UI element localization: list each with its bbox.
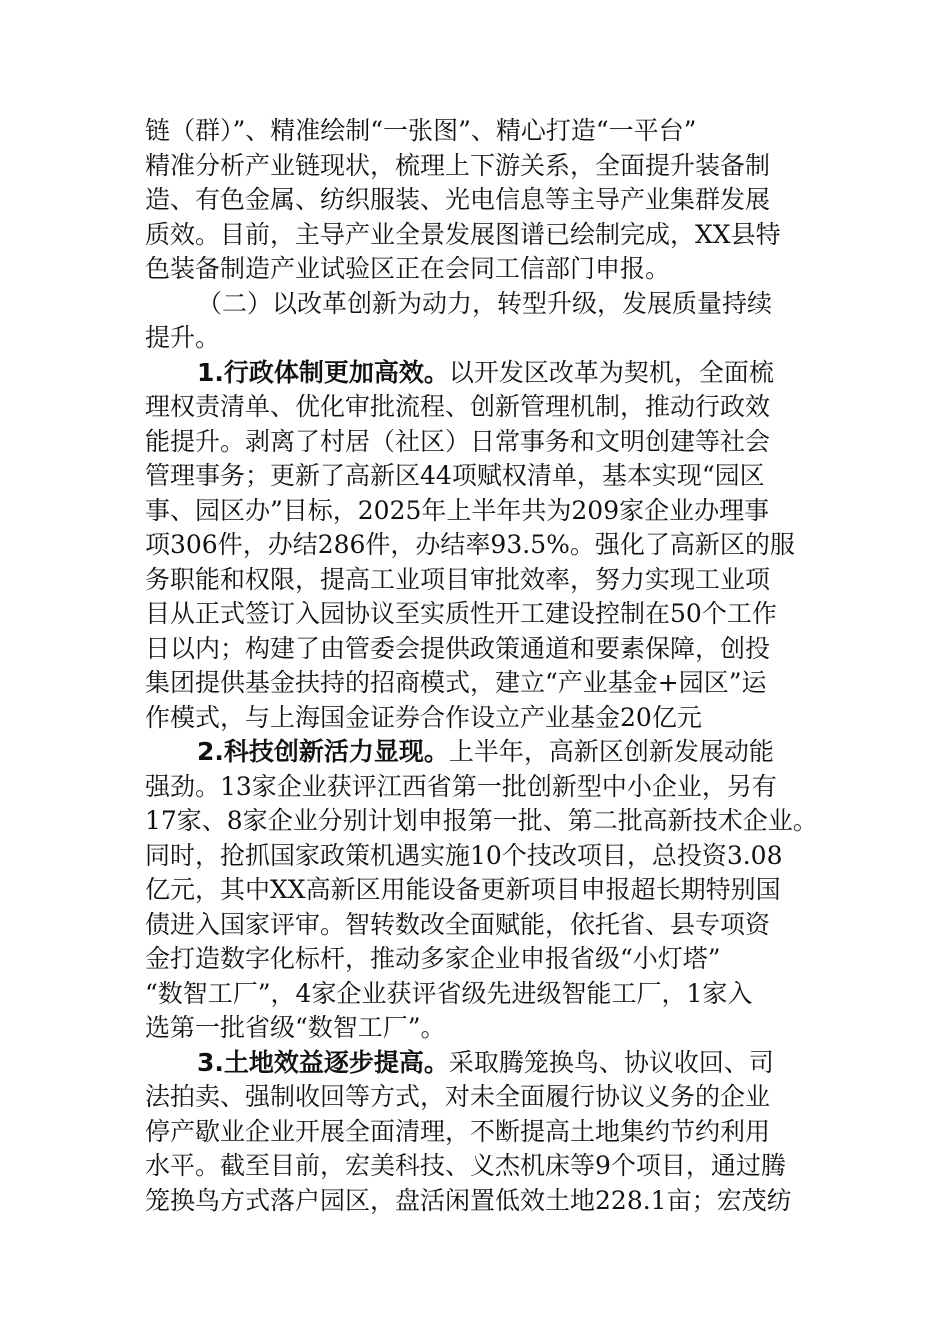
text-line: 管理事务；更新了高新区44项赋权清单，基本实现“园区 [145,461,765,490]
paragraph-land-efficiency [145,1046,815,1219]
text-line: 水平。截至目前，宏美科技、义杰机床等9个项目，通过腾 [145,1151,786,1180]
text-line: 亿元，其中XX高新区用能设备更新项目申报超长期特别国 [145,875,781,904]
text-line: 造、有色金属、纺织服装、光电信息等主导产业集群发展 [145,185,771,214]
text-line: 法拍卖、强制收回等方式，对未全面履行协议义务的企业 [145,1082,771,1111]
text-line: 目从正式签订入园协议至实质性开工建设控制在50个工作 [145,599,777,628]
text-line: 强劲。13家企业获评江西省第一批创新型中小企业，另有 [145,771,777,801]
text-line: 停产歇业企业开展全面清理，不断提高土地集约节约利用 [145,1116,771,1146]
text-line: 精准分析产业链现状，梳理上下游关系，全面提升装备制 [145,150,771,180]
text-line: 事、园区办”目标，2025年上半年共为209家企业办理事 [145,495,770,525]
text-line: 色装备制造产业试验区正在会同工信部门申报。 [145,254,671,283]
subheading-tech-innovation: 2.科技创新活力显现。 [197,737,449,766]
text-line [145,356,815,391]
text-line: 务职能和权限，提高工业项目审批效率，努力实现工业项 [145,564,771,594]
text-line: 质效。目前，主导产业全景发展图谱已绘制完成，XX县特 [145,219,781,249]
paragraph-tech-innovation [145,735,818,1046]
text-segment: 以开发区改革为契机，全面梳 [448,357,774,387]
text-line: 理权责清单、优化审批流程、创新管理机制，推动行政效 [145,392,771,421]
text-line: 能提升。剥离了村居（社区）日常事务和文明创建等社会 [145,426,771,456]
text-line: 笼换鸟方式落户园区，盘活闲置低效土地228.1亩；宏茂纺 [145,1185,792,1215]
text-line [145,1046,815,1081]
text-line: 链（群）”、精准绘制“一张图”、精心打造“一平台” [145,116,697,145]
text-line: 债进入国家评审。智转数改全面赋能，依托省、县专项资 [145,909,771,939]
text-line: 提升。 [145,323,221,352]
text-line: 17家、8家企业分别计划申报第一批、第二批高新技术企业。 [145,806,818,835]
text-line [145,735,815,770]
section-heading-reform [145,287,815,356]
text-line: “数智工厂”，4家企业获评省级先进级智能工厂，1家入 [145,978,753,1008]
subheading-land-efficiency: 3.土地效益逐步提高。 [197,1047,449,1077]
paragraph-administrative-system [145,356,815,736]
text-line: 项306件，办结286件，办结率93.5%。强化了高新区的服 [145,530,795,559]
text-line: 金打造数字化标杆，推动多家企业申报省级“小灯塔” [145,944,721,973]
text-segment: 采取腾笼换鸟、协议收回、司 [448,1047,774,1077]
document-body [145,114,818,1218]
subheading-administrative: 1.行政体制更加高效。 [197,357,449,387]
text-line: 日以内；构建了由管委会提供政策通道和要素保障，创投 [145,633,771,663]
paragraph-industry-chain [145,114,815,287]
text-line: （二）以改革创新为动力，转型升级，发展质量持续 [197,288,773,318]
text-line: 集团提供基金扶持的招商模式，建立“产业基金+园区”运 [145,668,767,697]
text-line: 选第一批省级“数智工厂”。 [145,1013,446,1042]
text-line: 同时，抢抓国家政策机遇实施10个技改项目，总投资3.08 [145,840,783,870]
text-segment: 上半年，高新区创新发展动能 [448,737,774,766]
text-line: 作模式，与上海国金证券合作设立产业基金20亿元 [145,702,702,732]
